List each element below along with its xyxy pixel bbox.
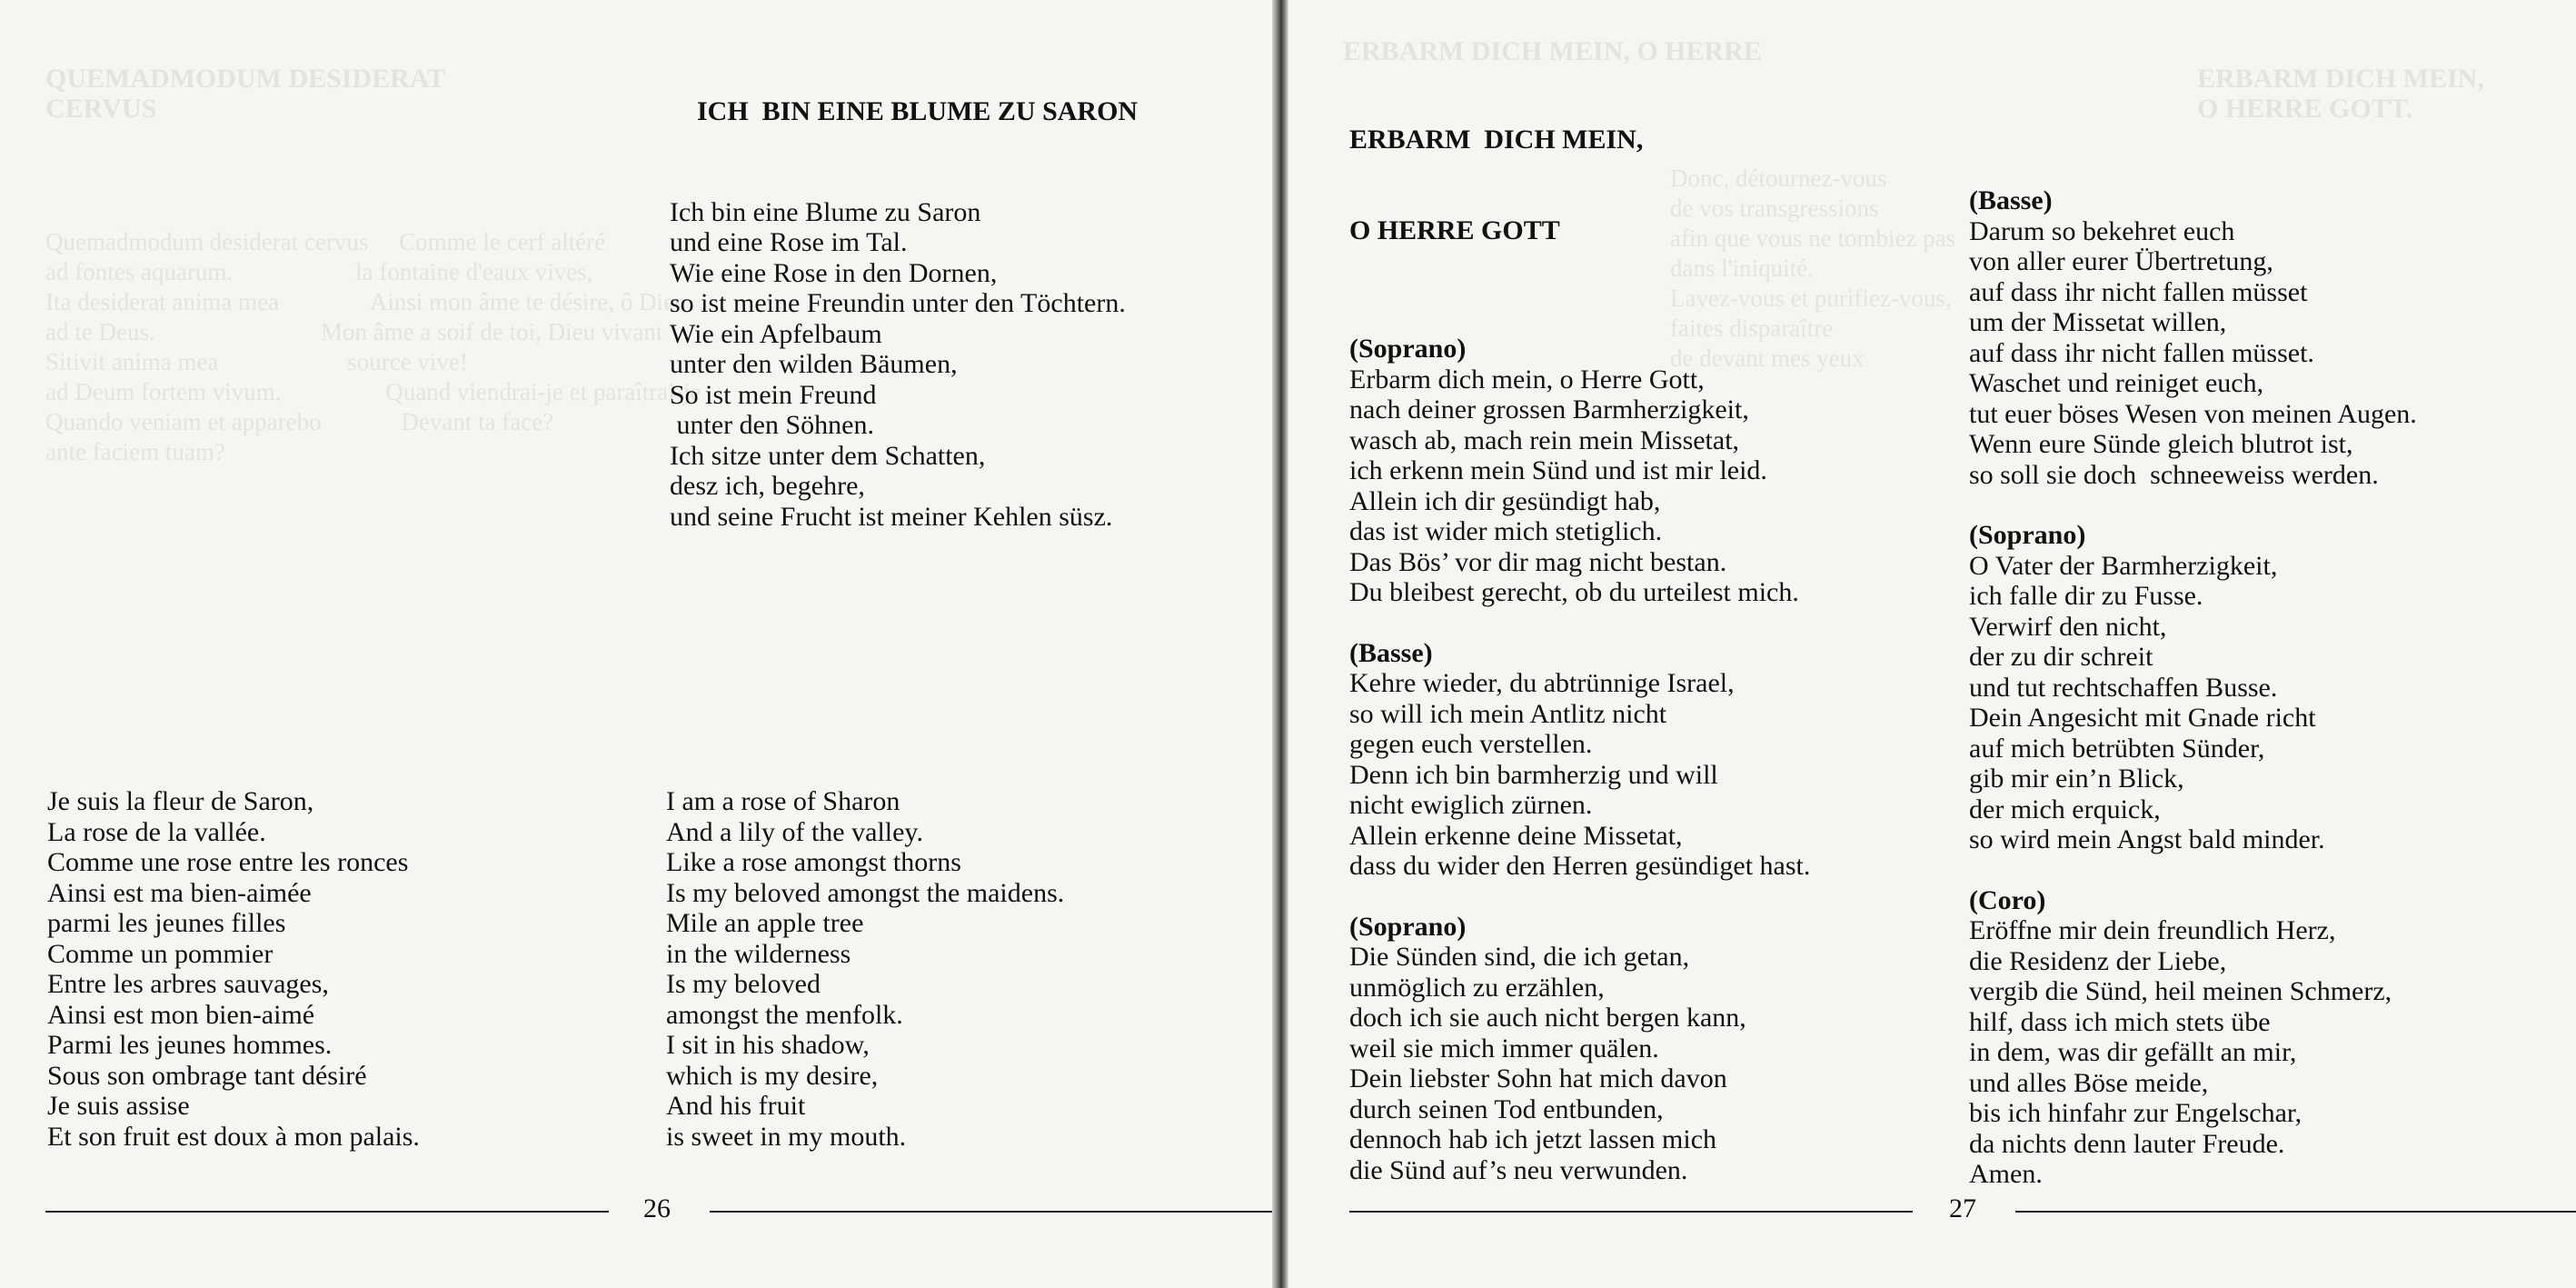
bleed-through-left: QUEMADMODUM DESIDERAT CERVUS <box>45 64 446 124</box>
bleed-through-right: ERBARM DICH MEIN, O HERRE <box>1343 36 1762 66</box>
lyric-line: Comme une rose entre les ronces <box>47 847 409 877</box>
lyric-line: Kehre wieder, du abtrünnige Israel, <box>1349 668 1735 698</box>
lyric-line: Is my beloved <box>666 969 821 999</box>
lyric-line: Denn ich bin barmherzig und will <box>1349 759 1718 790</box>
lyric-line: so soll sie doch schneeweiss werden. <box>1969 459 2379 490</box>
lyric-line: in the wilderness <box>666 938 851 969</box>
lyric-line: in dem, was dir gefällt an mir, <box>1969 1037 2297 1067</box>
lyric-line: desz ich, begehre, <box>670 471 865 501</box>
lyric-line: Is my beloved amongst the maidens. <box>666 877 1065 908</box>
voice-heading: (Basse) <box>1349 637 1433 668</box>
lyric-line: dennoch hab ich jetzt lassen mich <box>1349 1124 1717 1154</box>
lyric-line: I am a rose of Sharon <box>666 786 900 816</box>
lyric-line: Wie eine Rose in den Dornen, <box>670 257 998 288</box>
stanza <box>1349 638 1810 882</box>
lyric-line: auf dass ihr nicht fallen müsset <box>1969 276 2308 307</box>
lyric-line: weil sie mich immer quälen. <box>1349 1033 1659 1063</box>
lyric-line: Dein liebster Sohn hat mich davon <box>1349 1063 1727 1093</box>
bleed-through-right-body: Donc, détournez-vous de vos transgressions afin que vous ne tombiez pas dans l'iniquité. Lavez-vous et purifiez-vous, faites disparaître de devant mes yeux <box>1670 165 1956 372</box>
french-lyrics <box>47 725 420 1213</box>
page-footer-26 <box>45 1191 1272 1227</box>
german-lines <box>670 197 1138 533</box>
lyric-line: unmöglich zu erzählen, <box>1349 972 1605 1003</box>
lyric-line: auf dass ihr nicht fallen müsset. <box>1969 337 2314 368</box>
lyric-line: And his fruit <box>666 1091 806 1121</box>
lyric-line: und alles Böse meide, <box>1969 1067 2209 1098</box>
lyric-line: das ist wider mich stetiglich. <box>1349 516 1663 546</box>
german-title: ICH BIN EINE BLUME ZU SARON <box>697 95 1139 126</box>
lyric-line: ich falle dir zu Fusse. <box>1969 581 2203 611</box>
lyric-line: Amen. <box>1969 1159 2043 1189</box>
right-col-2 <box>1969 125 2417 1251</box>
lyric-line: nach deiner grossen Barmherzigkeit, <box>1349 394 1749 424</box>
right-col-1-stanzas <box>1349 334 1810 1185</box>
voice-heading: (Basse) <box>1969 185 2053 215</box>
lyric-line: Eröffne mir dein freundlich Herz, <box>1969 915 2336 945</box>
lyric-line: Ich bin eine Blume zu Saron <box>670 196 981 227</box>
page-footer-27 <box>1349 1191 2576 1227</box>
lyric-line: von aller eurer Übertretung, <box>1969 246 2273 276</box>
lyric-line: Ich sitze unter dem Schatten, <box>670 440 986 471</box>
lyric-line: da nichts denn lauter Freude. <box>1969 1128 2285 1159</box>
lyric-line: Je suis la fleur de Saron, <box>47 786 314 816</box>
lyric-line: I sit in his shadow, <box>666 1030 870 1060</box>
book-spine <box>1272 0 1288 1288</box>
stanza <box>1969 885 2417 1190</box>
lyric-line: Waschet und reiniget euch, <box>1969 368 2264 398</box>
right-col-1 <box>1349 64 1810 1246</box>
lyric-line: dass du wider den Herren gesündiget hast. <box>1349 851 1811 881</box>
lyric-line: And a lily of the valley. <box>666 816 923 847</box>
lyric-line: Et son fruit est doux à mon palais. <box>47 1121 420 1152</box>
stanza <box>1969 185 2417 490</box>
lyric-line: Du bleibest gerecht, ob du urteilest mich. <box>1349 577 1799 607</box>
english-lyrics <box>666 725 1064 1213</box>
lyric-line: um der Missetat willen, <box>1969 307 2227 337</box>
lyric-line: Ainsi est mon bien-aimé <box>47 999 315 1030</box>
lyric-line: bis ich hinfahr zur Engelschar, <box>1969 1098 2302 1128</box>
lyric-line: die Residenz der Liebe, <box>1969 945 2227 976</box>
lyric-line: wasch ab, mach rein mein Missetat, <box>1349 424 1740 455</box>
english-lines <box>666 786 1064 1152</box>
page-number: 26 <box>643 1193 671 1223</box>
lyric-line: doch ich sie auch nicht bergen kann, <box>1349 1003 1746 1033</box>
lyric-line: hilf, dass ich mich stets übe <box>1969 1006 2271 1037</box>
lyric-line: Das Bös’ vor dir mag nicht bestan. <box>1349 546 1727 577</box>
stanza <box>1349 334 1810 608</box>
voice-heading: (Coro) <box>1969 884 2046 915</box>
right-col-2-stanzas <box>1969 185 2417 1190</box>
lyric-line: Comme un pommier <box>47 938 274 969</box>
footer-rule-left <box>1349 1211 1913 1213</box>
lyric-line: Darum so bekehret euch <box>1969 215 2235 246</box>
lyric-line: der zu dir schreit <box>1969 642 2153 672</box>
lyric-line: Je suis assise <box>47 1091 190 1121</box>
left-page <box>0 0 1272 1288</box>
lyric-line: und seine Frucht ist meiner Kehlen süsz. <box>670 501 1113 532</box>
right-title-line1: ERBARM DICH MEIN, <box>1349 125 1644 155</box>
lyric-line: O Vater der Barmherzigkeit, <box>1969 550 2278 581</box>
page-number: 27 <box>1949 1193 1976 1223</box>
lyric-line: unter den Söhnen. <box>670 410 874 440</box>
stanza <box>1349 912 1810 1186</box>
bleed-through-right-2: ERBARM DICH MEIN, O HERRE GOTT. <box>2197 64 2484 124</box>
lyric-line: Die Sünden sind, die ich getan, <box>1349 942 1690 972</box>
lyric-line: La rose de la vallée. <box>47 816 266 847</box>
lyric-line: So ist mein Freund <box>670 379 877 410</box>
lyric-line: so ist meine Freundin unter den Töchtern. <box>670 288 1126 318</box>
lyric-line: auf mich betrübten Sünder, <box>1969 733 2265 764</box>
lyric-line: durch seinen Tod entbunden, <box>1349 1093 1664 1124</box>
lyric-line: amongst the menfolk. <box>666 999 903 1030</box>
lyric-line: gib mir ein’n Blick, <box>1969 764 2184 794</box>
lyric-line: Allein ich dir gesündigt hab, <box>1349 485 1661 516</box>
lyric-line: Mile an apple tree <box>666 908 864 938</box>
lyric-line: Entre les arbres sauvages, <box>47 969 329 999</box>
lyric-line: Sous son ombrage tant désiré <box>47 1060 367 1091</box>
footer-rule-left <box>45 1211 609 1213</box>
bleed-through-left-body: Quemadmodum desiderat cervus Comme le cerf altéré ad fontes aquarum. la fontaine d'eaux vives, Ita desiderat anima mea Ainsi mon âme te désire, ô Dieu ad te Deus. Mon âme a soif de toi, Dieu vivant Sitivit anima mea source vive! ad Deum fortem vivum. Quand viendrai-je et paraîtrai-je Quando veniam et apparebo Devant ta face? ante faciem tuam? <box>45 228 701 465</box>
lyric-line: Allein erkenne deine Missetat, <box>1349 820 1683 851</box>
voice-heading: (Soprano) <box>1349 334 1467 364</box>
lyric-line: Erbarm dich mein, o Herre Gott, <box>1349 364 1705 394</box>
footer-rule-right <box>2015 1211 2576 1213</box>
footer-rule-right <box>710 1211 1272 1213</box>
german-lyrics <box>670 65 1138 593</box>
lyric-line: Ainsi est ma bien-aimée <box>47 877 312 908</box>
lyric-line: gegen euch verstellen. <box>1349 729 1593 759</box>
lyric-line: unter den wilden Bäumen, <box>670 349 958 379</box>
lyric-line: die Sünd auf’s neu verwunden. <box>1349 1154 1688 1185</box>
right-page <box>1288 0 2576 1288</box>
stanza <box>1969 520 2417 855</box>
lyric-line: so will ich mein Antlitz nicht <box>1349 698 1667 729</box>
right-title-line2: O HERRE GOTT <box>1349 215 1560 245</box>
lyric-line: der mich erquick, <box>1969 794 2161 824</box>
lyric-line: parmi les jeunes filles <box>47 908 286 938</box>
lyric-line: Parmi les jeunes hommes. <box>47 1030 333 1060</box>
lyric-line: Verwirf den nicht, <box>1969 611 2167 642</box>
french-lines <box>47 786 420 1152</box>
lyric-line: nicht ewiglich zürnen. <box>1349 790 1593 820</box>
lyric-line: Wie ein Apfelbaum <box>670 318 882 349</box>
lyric-line: und tut rechtschaffen Busse. <box>1969 672 2278 703</box>
lyric-line: Dein Angesicht mit Gnade richt <box>1969 703 2316 733</box>
lyric-line: vergib die Sünd, heil meinen Schmerz, <box>1969 976 2392 1006</box>
voice-heading: (Soprano) <box>1969 520 2086 550</box>
lyric-line: tut euer böses Wesen von meinen Augen. <box>1969 398 2417 429</box>
lyric-line: is sweet in my mouth. <box>666 1121 907 1152</box>
lyric-line: so wird mein Angst bald minder. <box>1969 824 2325 854</box>
lyric-line: Wenn eure Sünde gleich blutrot ist, <box>1969 429 2353 459</box>
voice-heading: (Soprano) <box>1349 911 1467 942</box>
lyric-line: ich erkenn mein Sünd und ist mir leid. <box>1349 455 1767 485</box>
lyric-line: which is my desire, <box>666 1060 879 1091</box>
lyric-line: Like a rose amongst thorns <box>666 847 961 877</box>
lyric-line: und eine Rose im Tal. <box>670 227 908 257</box>
